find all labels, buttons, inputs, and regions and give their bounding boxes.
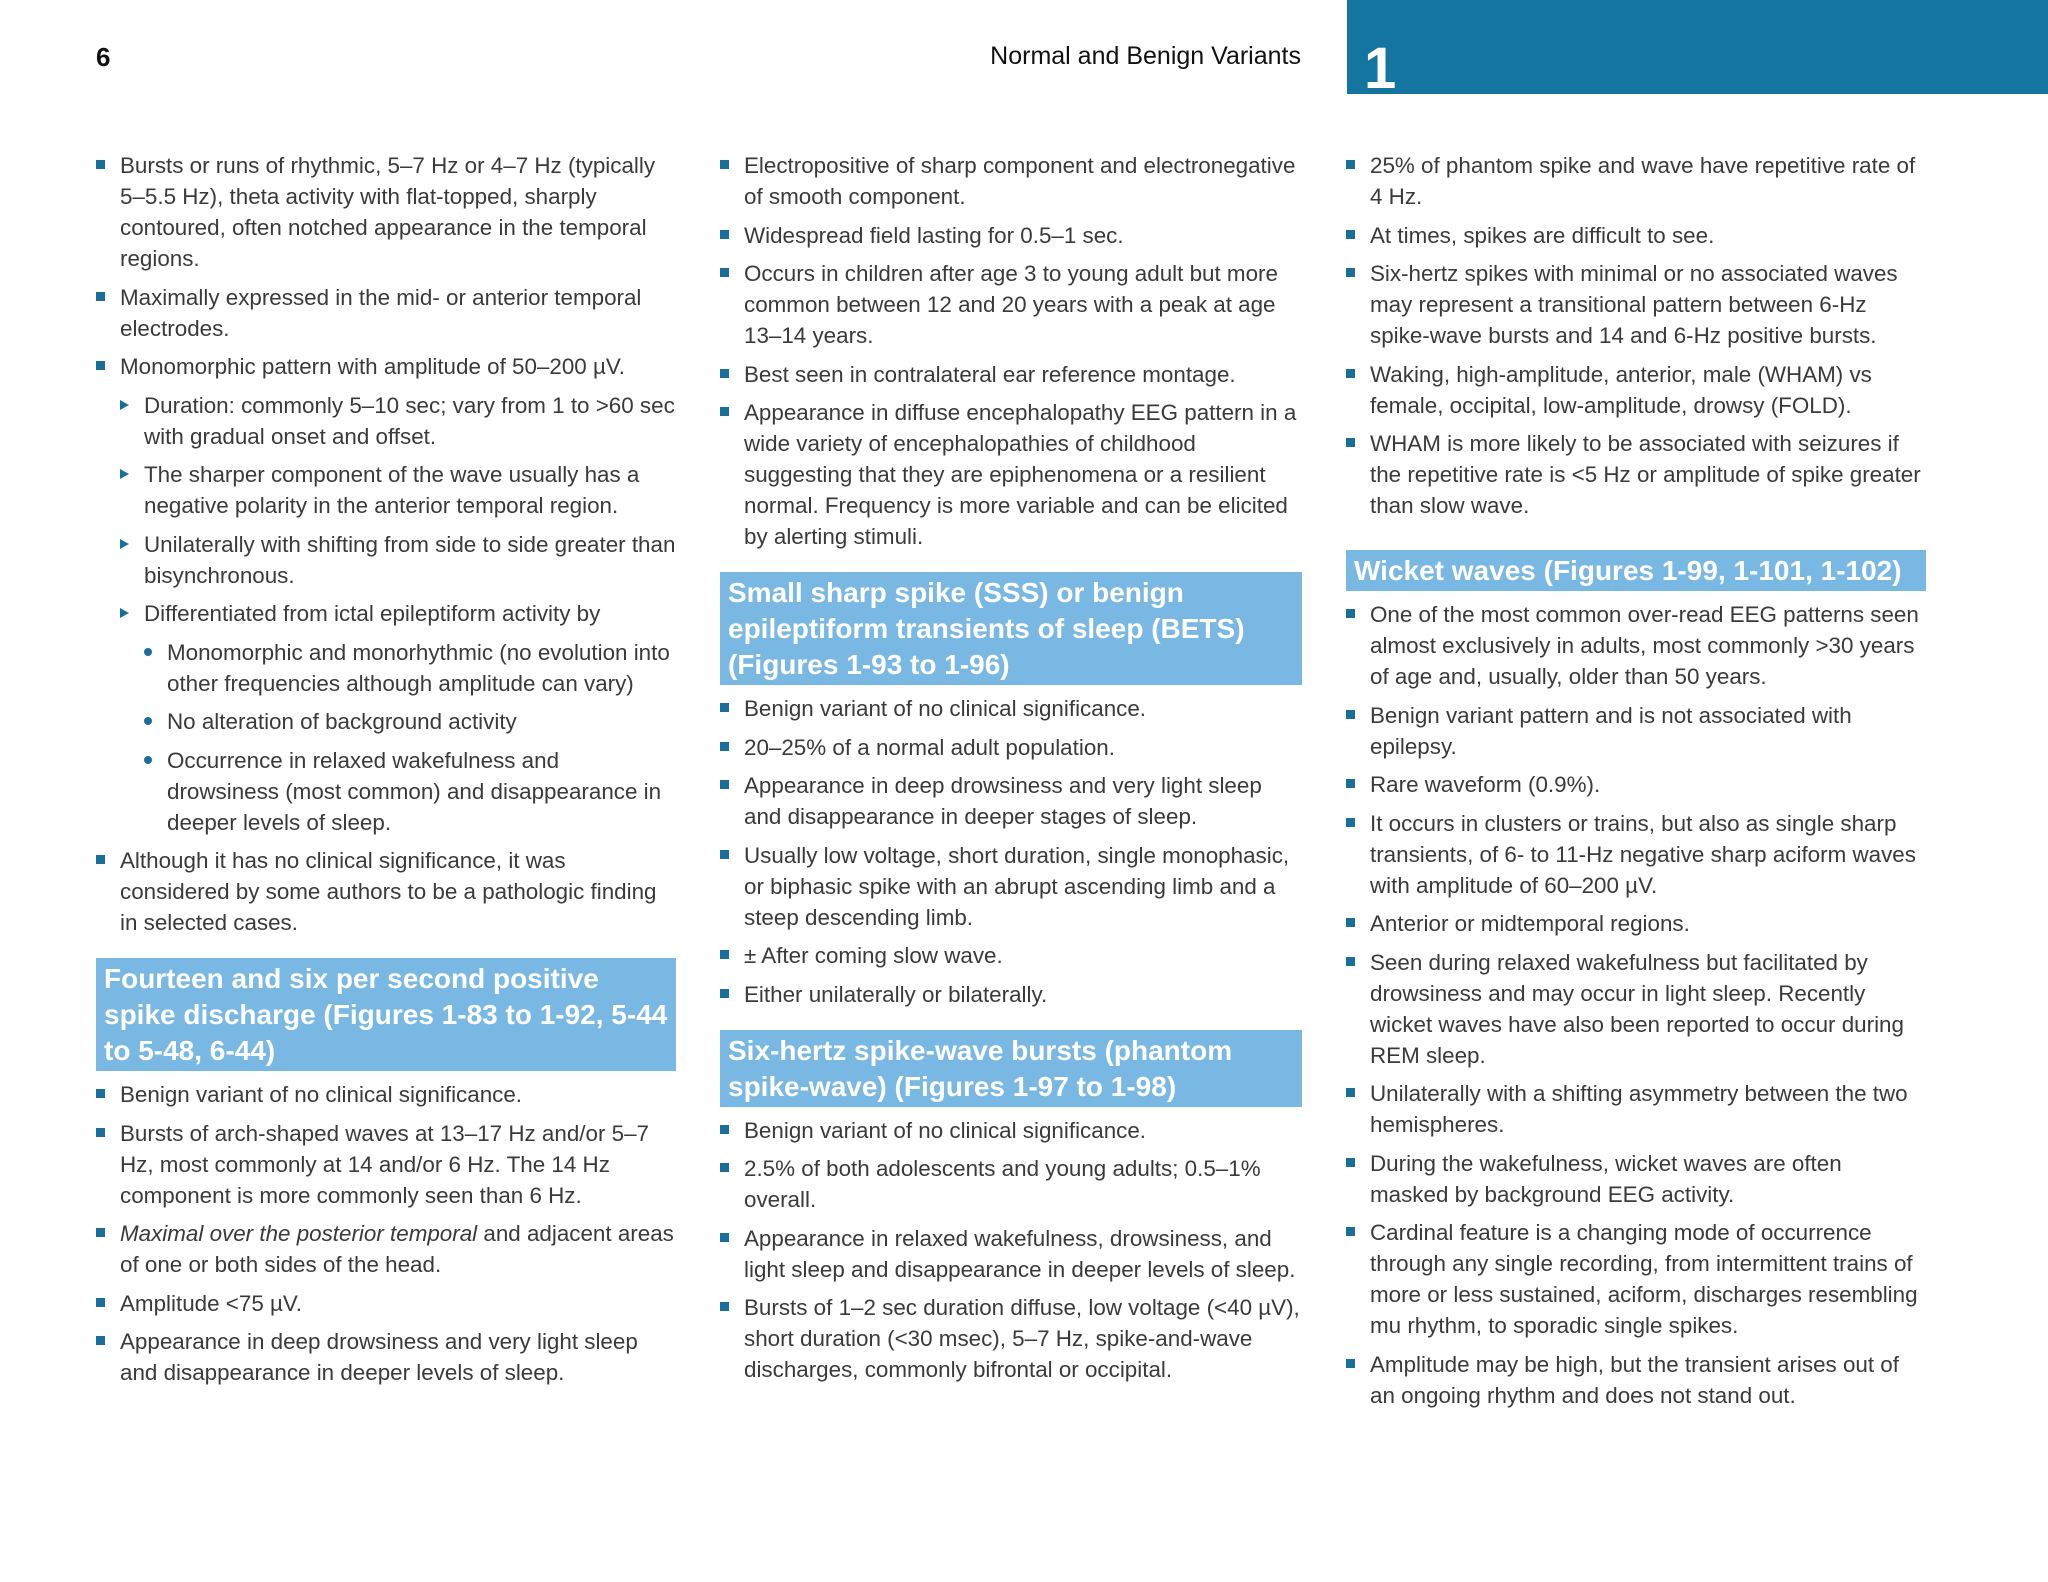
list-item: Best seen in contralateral ear reference montage. — [720, 359, 1302, 390]
list-item: Waking, high-amplitude, anterior, male (WHAM) vs female, occipital, low-amplitude, drowsy (FOLD). — [1346, 359, 1926, 421]
page-number: 6 — [96, 42, 111, 72]
list-item: Maximally expressed in the mid- or anterior temporal electrodes. — [96, 282, 676, 344]
list-item: 20–25% of a normal adult population. — [720, 732, 1302, 763]
bullet-list — [96, 1079, 676, 1388]
list-item: Benign variant of no clinical significance. — [720, 1115, 1302, 1146]
section-heading: Fourteen and six per second positive spike discharge (Figures 1-83 to 1-92, 5-44 to 5-48, 6-44) — [96, 958, 676, 1071]
sub-list-item: The sharper component of the wave usually has a negative polarity in the anterior temporal region. — [120, 459, 676, 521]
list-item: Bursts of arch-shaped waves at 13–17 Hz and/or 5–7 Hz, most commonly at 14 and/or 6 Hz. The 14 Hz component is more commonly seen than 6 Hz. — [96, 1118, 676, 1211]
list-item: One of the most common over-read EEG patterns seen almost exclusively in adults, most commonly >30 years of age and, usually, older than 50 years. — [1346, 599, 1926, 692]
column-2 — [720, 150, 1302, 1393]
list-item: Anterior or midtemporal regions. — [1346, 908, 1926, 939]
column-3 — [1346, 150, 1926, 1418]
list-item: Electropositive of sharp component and electronegative of smooth component. — [720, 150, 1302, 212]
list-item: Benign variant of no clinical significance. — [720, 693, 1302, 724]
italic-text: Maximal over the posterior temporal — [120, 1221, 478, 1246]
list-item: Benign variant pattern and is not associated with epilepsy. — [1346, 700, 1926, 762]
list-item: Appearance in relaxed wakefulness, drowsiness, and light sleep and disappearance in deeper levels of sleep. — [720, 1223, 1302, 1285]
sub-list-item: Duration: commonly 5–10 sec; vary from 1 to >60 sec with gradual onset and offset. — [120, 390, 676, 452]
list-item: Rare waveform (0.9%). — [1346, 769, 1926, 800]
list-item — [96, 1218, 676, 1280]
list-item: ± After coming slow wave. — [720, 940, 1302, 971]
list-item: Amplitude <75 µV. — [96, 1288, 676, 1319]
bullet-list — [1346, 150, 1926, 521]
list-item: Bursts of 1–2 sec duration diffuse, low voltage (<40 µV), short duration (<30 msec), 5–7 Hz, spike-and-wave discharges, commonly bifrontal or occipital. — [720, 1292, 1302, 1385]
bullet-list — [720, 150, 1302, 552]
running-title: Normal and Benign Variants — [990, 42, 1301, 70]
list-item: Usually low voltage, short duration, single monophasic, or biphasic spike with an abrupt ascending limb and a steep descending limb. — [720, 840, 1302, 933]
text: and adjacent areas of one or both sides of the head. — [120, 1221, 674, 1277]
sub-sub-list-item: No alteration of background activity — [143, 706, 676, 737]
list-item: At times, spikes are difficult to see. — [1346, 220, 1926, 251]
list-item: 25% of phantom spike and wave have repetitive rate of 4 Hz. — [1346, 150, 1926, 212]
sub-list-item: Unilaterally with shifting from side to side greater than bisynchronous. — [120, 529, 676, 591]
list-item: Occurs in children after age 3 to young adult but more common between 12 and 20 years with a peak at age 13–14 years. — [720, 258, 1302, 351]
list-item: 2.5% of both adolescents and young adults; 0.5–1% overall. — [720, 1153, 1302, 1215]
list-item: Cardinal feature is a changing mode of occurrence through any single recording, from intermittent trains of more or less sustained, aciform, discharges resembling mu rhythm, to sporadic single spikes. — [1346, 1217, 1926, 1341]
column-1 — [96, 150, 676, 1396]
list-item: WHAM is more likely to be associated with seizures if the repetitive rate is <5 Hz or amplitude of spike greater than slow wave. — [1346, 428, 1926, 521]
list-item: Either unilaterally or bilaterally. — [720, 979, 1302, 1010]
list-item: Monomorphic pattern with amplitude of 50–200 µV. — [96, 351, 676, 382]
list-item: During the wakefulness, wicket waves are often masked by background EEG activity. — [1346, 1148, 1926, 1210]
list-item: Appearance in deep drowsiness and very light sleep and disappearance in deeper levels of sleep. — [96, 1326, 676, 1388]
section-heading: Small sharp spike (SSS) or benign epileptiform transients of sleep (BETS) (Figures 1-93 to 1-96) — [720, 572, 1302, 685]
sub-sub-list-item: Monomorphic and monorhythmic (no evolution into other frequencies although amplitude can vary) — [143, 637, 676, 699]
list-item: Although it has no clinical significance, it was considered by some authors to be a pathologic finding in selected cases. — [96, 845, 676, 938]
chapter-tab — [1347, 0, 2048, 101]
bullet-list — [720, 1115, 1302, 1386]
bullet-list — [1346, 599, 1926, 1411]
sub-sub-list-item: Occurrence in relaxed wakefulness and drowsiness (most common) and disappearance in deeper levels of sleep. — [143, 745, 676, 838]
list-item: Unilaterally with a shifting asymmetry between the two hemispheres. — [1346, 1078, 1926, 1140]
section-heading: Wicket waves (Figures 1-99, 1-101, 1-102) — [1346, 550, 1926, 591]
list-item: It occurs in clusters or trains, but also as single sharp transients, of 6- to 11-Hz negative sharp aciform waves with amplitude of 60–200 µV. — [1346, 808, 1926, 901]
list-item: Benign variant of no clinical significance. — [96, 1079, 676, 1110]
list-item: Appearance in deep drowsiness and very light sleep and disappearance in deeper stages of sleep. — [720, 770, 1302, 832]
sub-list-item: Differentiated from ictal epileptiform activity by — [120, 598, 676, 629]
list-item: Seen during relaxed wakefulness but facilitated by drowsiness and may occur in light sleep. Recently wicket waves have also been reported to occur during REM sleep. — [1346, 947, 1926, 1071]
bullet-list — [96, 150, 676, 938]
list-item: Bursts or runs of rhythmic, 5–7 Hz or 4–7 Hz (typically 5–5.5 Hz), theta activity with flat-topped, sharply contoured, often notched appearance in the temporal regions. — [96, 150, 676, 274]
bullet-list — [720, 693, 1302, 1010]
chapter-number: 1 — [1364, 36, 1397, 101]
section-heading: Six-hertz spike-wave bursts (phantom spike-wave) (Figures 1-97 to 1-98) — [720, 1030, 1302, 1107]
list-item: Amplitude may be high, but the transient arises out of an ongoing rhythm and does not stand out. — [1346, 1349, 1926, 1411]
list-item: Widespread field lasting for 0.5–1 sec. — [720, 220, 1302, 251]
list-item: Six-hertz spikes with minimal or no associated waves may represent a transitional pattern between 6-Hz spike-wave bursts and 14 and 6-Hz positive bursts. — [1346, 258, 1926, 351]
list-item: Appearance in diffuse encephalopathy EEG pattern in a wide variety of encephalopathies of childhood suggesting that they are epiphenomena or a resilient normal. Frequency is more variable and can be elicited by alerting stimuli. — [720, 397, 1302, 552]
